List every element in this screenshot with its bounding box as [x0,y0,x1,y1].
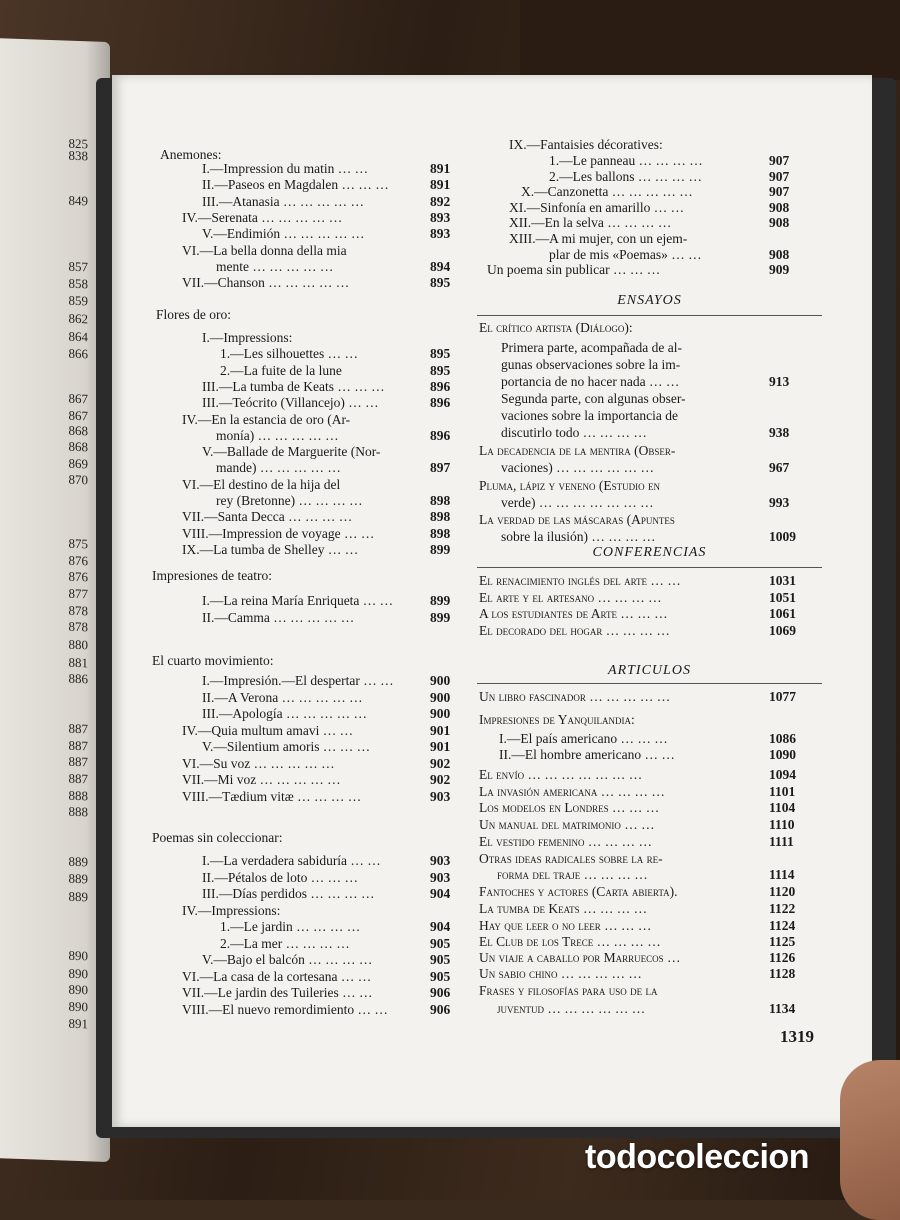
toc-page-number: 898 [430,509,451,525]
toc-entry-title: III.—Días perdidos … … … … [202,886,375,901]
toc-entry [479,934,661,949]
toc-page-number: 1086 [769,731,796,746]
left-page-number: 866 [68,345,88,362]
left-page-number: 887 [68,720,88,737]
toc-entry [501,495,654,510]
toc-entry [479,689,670,704]
toc-entry-title: Un sabio chino … … … … … [479,966,642,981]
toc-entry [220,936,350,951]
toc-entry-title: sobre la ilusión) … … … … [501,529,656,544]
toc-entry-title: Frases y filosofías para uso de la [479,983,658,998]
toc-page-number: 905 [430,935,451,951]
toc-entry [479,983,657,998]
toc-entry [479,606,668,621]
toc-entry-title: IV.—Impressions: [182,902,281,918]
toc-page-number: 938 [769,425,790,440]
toc-page-number: 993 [769,495,790,510]
section-heading: ENSAYOS [617,293,682,308]
left-page-number: 888 [68,803,88,820]
toc-entry [501,340,682,355]
divider [477,567,822,568]
toc-entry [182,210,342,225]
left-page-number: 825 [68,135,88,152]
toc-entry [549,169,702,184]
toc-entry [182,723,353,738]
toc-entry [202,690,363,705]
toc-entry [202,177,389,192]
toc-entry-title: mande) … … … … … [216,460,341,476]
section-heading: Flores de oro: [156,307,231,322]
toc-page-number: 908 [769,246,790,262]
toc-page-number: 1134 [769,1001,796,1016]
toc-entry [509,215,671,230]
left-page-number: 858 [68,275,88,292]
toc-entry-title: III.—Teócrito (Villancejo) … … [202,395,379,411]
toc-page-number: 1009 [769,529,796,544]
toc-page-number: 1104 [769,800,796,815]
toc-page-number: 901 [430,739,451,754]
left-page-number: 864 [68,328,88,345]
toc-entry [479,573,681,588]
left-page-number: 890 [68,965,88,982]
toc-entry-title: 2.—La mer … … … … [220,935,350,951]
toc-page-number: 907 [769,184,790,200]
toc-entry-title: VI.—La casa de la cortesana … … [182,968,372,984]
toc-page-number: 1114 [769,867,795,882]
toc-entry-title: rey (Bretonne) … … … … [216,493,363,508]
toc-page-number: 903 [430,788,451,804]
toc-entry-title: El crítico artista (Diálogo): [479,320,633,335]
toc-entry-title: Fantoches y actores (Carta abierta). [479,884,678,899]
toc-entry-title: Un manual del matrimonio … … [479,817,655,832]
left-page-number: 849 [68,192,88,209]
toc-entry [182,477,340,492]
toc-entry [220,363,342,378]
toc-entry-title: El envío … … … … … … … [479,767,643,782]
toc-entry [501,374,679,389]
toc-page-number: 908 [769,215,790,231]
left-page-number: 889 [68,870,88,887]
toc-entry-title: X.—Canzonetta … … … … … [521,184,693,200]
toc-entry [479,320,633,335]
toc-entry [216,428,339,443]
toc-page-number: 1126 [769,950,796,965]
toc-entry-title: I.—El país americano … … … [499,731,668,746]
toc-page-number: 913 [769,374,790,389]
toc-entry-title: mente … … … … … [216,258,334,274]
toc-entry-title: IX.—La tumba de Shelley … … [182,541,359,557]
toc-entry [182,1002,388,1017]
toc-entry [202,673,394,688]
toc-entry-title: IV.—Serenata … … … … … [182,209,343,225]
toc-entry-title: monía) … … … … … [216,427,339,443]
toc-page-number: 905 [430,968,451,984]
toc-page-number: 1110 [769,817,795,832]
toc-entry [479,901,647,916]
toc-entry [479,623,670,638]
toc-entry-title: El Club de los Trece … … … … [479,934,661,949]
toc-entry [202,161,368,176]
toc-entry-title: El renacimiento inglés del arte … … [479,573,681,588]
toc-page-number: 1090 [769,747,796,762]
toc-page-number: 1125 [769,934,796,949]
toc-entry [501,425,647,440]
toc-entry-title: V.—Endimión … … … … … [202,226,365,242]
toc-page-number: 904 [430,919,451,934]
left-page-number: 881 [68,654,88,671]
toc-entry-title: II.—Paseos en Magdalen … … … [202,177,389,193]
toc-entry [202,739,370,754]
toc-page-number: 902 [430,755,451,771]
toc-entry-title: VIII.—Tædium vitæ … … … … [182,788,362,804]
toc-entry [501,460,654,475]
toc-entry-title: Un poema sin publicar … … … [487,262,661,278]
toc-entry [479,817,655,832]
toc-entry-title: II.—El hombre americano … … [499,747,675,762]
toc-entry-title: 2.—Les ballons … … … … [549,168,702,184]
toc-entry-title: V.—Silentium amoris … … … [202,739,371,754]
toc-entry [479,800,659,815]
toc-entry-title: discutirlo todo … … … … [501,425,647,440]
toc-page-number: 893 [430,226,451,242]
toc-entry [521,184,693,199]
toc-page-number: 894 [430,258,451,274]
left-page-number: 868 [68,438,88,455]
left-page-number: 877 [68,585,88,602]
toc-page-number: 1122 [769,901,796,916]
toc-entry [202,379,385,394]
toc-entry-title: I.—La reina María Enriqueta … … [202,593,394,608]
toc-entry [479,918,651,933]
toc-entry [182,509,352,524]
toc-entry-title: verde) … … … … … … … [501,495,654,510]
toc-page-number: 909 [769,262,790,278]
toc-entry-title: VII.—Le jardin des Tuileries … … [182,985,373,1000]
section-heading: ARTICULOS [608,663,691,678]
toc-entry-title: IV.—En la estancia de oro (Ar- [182,411,351,427]
toc-entry [501,529,656,544]
toc-entry-title: I.—Impression du matin … … [202,161,369,176]
toc-entry [202,706,367,721]
toc-entry [549,153,703,168]
toc-entry-title: V.—Ballade de Marguerite (Nor- [202,444,381,460]
toc-page-number: 903 [430,853,451,868]
page-number: 1319 [780,1027,814,1046]
toc-entry [202,226,365,241]
toc-entry-title: VIII.—Impression de voyage … … [182,525,375,541]
toc-entry-title: II.—A Verona … … … … … [202,689,363,705]
toc-entry-title: La tumba de Keats … … … … [479,901,648,916]
left-page-number: 869 [68,455,88,472]
toc-page-number: 899 [430,610,451,625]
toc-page-number: 908 [769,199,790,215]
toc-entry [202,194,364,209]
left-page-number: 890 [68,981,88,998]
left-page-number: 868 [68,422,88,439]
toc-entry-title: vaciones sobre la importancia de [501,408,678,423]
toc-page-number: 897 [430,460,451,476]
toc-entry [182,756,335,771]
background-shelf [520,0,900,80]
left-page-number: 867 [68,407,88,424]
left-page-number: 867 [68,390,88,407]
left-page-number: 875 [68,535,88,552]
left-page-number: 890 [68,998,88,1015]
toc-page-number: 903 [430,869,451,885]
toc-entry-title: Hay que leer o no leer … … … [479,918,652,933]
toc-entry-title: III.—Apología … … … … … [202,706,367,721]
toc-page-number: 1094 [769,767,796,782]
toc-entry [202,870,358,885]
toc-entry [497,867,648,882]
divider [477,683,822,684]
toc-entry [202,444,380,459]
left-page-number: 838 [68,147,88,164]
toc-entry-title: forma del traje … … … … [497,867,648,882]
toc-entry [497,1001,645,1016]
section-heading: Poemas sin coleccionar: [152,830,283,845]
toc-entry [509,231,687,246]
section-heading: Impresiones de teatro: [152,568,272,583]
toc-entry [479,512,675,527]
toc-entry-title: I.—La verdadera sabiduría … … [202,853,381,868]
toc-entry [220,346,358,361]
toc-page-number: 1077 [769,689,796,704]
toc-page-number: 901 [430,722,451,738]
toc-entry-title: Primera parte, acompañada de al- [501,340,683,355]
left-page-number: 870 [68,471,88,488]
toc-entry-title: Un viaje a caballo por Marruecos … [479,950,681,965]
toc-entry-title: Segunda parte, con algunas obser- [501,391,686,406]
toc-page-number: 893 [430,209,451,225]
toc-entry [501,391,686,406]
toc-page-number: 1124 [769,918,796,933]
toc-entry [479,834,652,849]
toc-page-number: 1031 [769,573,796,588]
toc-entry-title: I.—Impressions: [202,330,293,345]
toc-entry [202,952,372,967]
toc-entry [182,526,374,541]
section-heading: CONFERENCIAS [592,545,707,560]
toc-entry-title: III.—La tumba de Keats … … … [202,378,385,394]
toc-page-number: 1051 [769,589,796,605]
toc-page-number: 1128 [769,966,796,981]
toc-entry-title: VII.—Chanson … … … … … [182,275,350,291]
toc-page-number: 1101 [769,784,796,799]
toc-entry [202,886,374,901]
toc-entry [220,919,360,934]
toc-page-number: 895 [430,362,451,378]
toc-page-number: 898 [430,493,451,508]
toc-entry-title: V.—Bajo el balcón … … … … [202,952,373,967]
toc-entry-title: La decadencia de la mentira (Obser- [479,443,676,458]
toc-entry [182,772,341,787]
toc-entry [479,590,662,605]
toc-page-number: 891 [430,177,451,193]
toc-entry-title: A los estudiantes de Arte … … … [479,606,668,621]
toc-entry-title: plar de mis «Poemas» … … [549,246,702,262]
toc-entry [479,443,675,458]
toc-entry-title: portancia de no hacer nada … … [501,374,680,389]
toc-page-number: 899 [430,593,451,608]
toc-entry-title: XII.—En la selva … … … … [509,215,672,231]
toc-entry-title: VII.—Santa Decca … … … … [182,509,353,525]
toc-page-number: 906 [430,985,451,1000]
section-heading: Anemones: [160,147,222,162]
toc-entry [549,247,702,262]
toc-entry-title: VI.—El destino de la hija del [182,476,341,492]
toc-entry-title: La invasión americana … … … … [479,784,665,799]
toc-page-number: 905 [430,952,451,967]
toc-page-number: 900 [430,673,451,688]
section-heading: IX.—Fantaisies décoratives: [509,137,663,152]
left-page-number: 862 [68,310,88,327]
toc-page-number: 902 [430,772,451,787]
toc-entry [216,493,363,508]
toc-entry-title: El decorado del hogar … … … … [479,622,670,638]
left-page-number: 859 [68,292,88,309]
toc-page-number: 895 [430,346,451,362]
watermark-logo: todocoleccion [585,1138,809,1176]
toc-entry-title: gunas observaciones sobre la im- [501,357,681,372]
left-page-number: 876 [68,552,88,569]
toc-entry-title: El vestido femenino … … … … [479,834,652,849]
left-page-number: 889 [68,853,88,870]
toc-page-number: 898 [430,525,451,541]
toc-entry-title: VIII.—El nuevo remordimiento … … [182,1001,388,1017]
toc-entry [509,200,684,215]
toc-entry [479,712,635,727]
toc-entry [182,985,372,1000]
left-page-number: 887 [68,753,88,770]
toc-entry-title: 1.—Les silhouettes … … [220,346,358,362]
thumb [840,1060,900,1220]
toc-entry [202,593,393,608]
toc-entry-title: Otras ideas radicales sobre la re- [479,851,663,866]
toc-page-number: 895 [430,275,451,291]
toc-entry-title: Impresiones de Yanquilandia: [479,712,635,727]
toc-entry-title: 1.—Le jardin … … … … [220,919,361,934]
left-page-number: 887 [68,770,88,787]
toc-entry [479,950,681,965]
toc-entry [499,731,668,746]
toc-entry [501,357,680,372]
toc-entry-title: La verdad de las máscaras (Apuntes [479,512,675,527]
toc-page-number: 907 [769,153,790,168]
toc-entry [499,747,675,762]
left-page-number: 886 [68,670,88,687]
toc-entry-title: VI.—Su voz … … … … … [182,755,335,771]
toc-page-number: 1069 [769,622,796,638]
toc-entry [479,966,642,981]
toc-page-number: 896 [430,427,451,443]
toc-page-number: 1120 [769,884,796,899]
left-page-number: 878 [68,618,88,635]
toc-entry-title: 2.—La fuite de la lune [220,362,342,378]
toc-entry [479,784,665,799]
toc-page-number: 899 [430,541,451,557]
toc-entry [202,610,354,625]
toc-page-number: 896 [430,395,451,411]
toc-entry-title: XIII.—A mi mujer, con un ejem- [509,231,688,246]
toc-entry [182,243,347,258]
left-page-number: 878 [68,602,88,619]
toc-entry [182,412,350,427]
toc-page-number: 967 [769,460,790,475]
toc-entry [182,275,349,290]
toc-entry-title: XI.—Sinfonía en amarillo … … [509,199,685,215]
section-heading: El cuarto movimiento: [152,653,274,668]
toc-page-number: 1111 [769,834,794,849]
left-page-number: 880 [68,636,88,653]
toc-entry [479,478,660,493]
toc-page-number: 904 [430,886,451,901]
toc-entry [216,460,341,475]
toc-entry [479,767,642,782]
toc-entry-title: VII.—Mi voz … … … … … [182,772,341,787]
toc-entry-title: juventud … … … … … … [497,1001,646,1016]
divider [477,315,822,316]
toc-entry-title: vaciones) … … … … … … [501,460,654,475]
toc-page-number: 891 [430,161,451,176]
left-facing-page [0,38,110,1162]
toc-entry [479,851,663,866]
toc-page-number: 896 [430,378,451,394]
toc-entry [202,395,379,410]
toc-page-number: 1061 [769,606,796,621]
toc-entry [182,969,371,984]
toc-entry-title: Los modelos en Londres … … … [479,800,660,815]
toc-entry [487,262,660,277]
toc-entry-title: IV.—Quia multum amavi … … [182,722,354,738]
toc-entry [182,789,361,804]
toc-entry-title: II.—Pétalos de loto … … … [202,869,358,885]
toc-entry-title: II.—Camma … … … … … [202,610,355,625]
left-page-number: 857 [68,258,88,275]
toc-entry [182,903,280,918]
toc-entry [182,542,358,557]
toc-entry-title: El arte y el artesano … … … … [479,589,662,605]
left-page-number: 887 [68,737,88,754]
toc-page-number: 906 [430,1001,451,1017]
toc-entry-title: 1.—Le panneau … … … … [549,153,703,168]
toc-entry-title: I.—Impresión.—El despertar … … [202,673,394,688]
toc-page-number: 907 [769,168,790,184]
toc-entry [216,259,333,274]
book-page [112,75,872,1127]
left-page-number: 889 [68,888,88,905]
left-page-number: 888 [68,787,88,804]
toc-entry [202,330,292,345]
left-page-number: 891 [68,1015,88,1032]
toc-entry-title: Pluma, lápiz y veneno (Estudio en [479,478,660,493]
toc-entry-title: III.—Atanasia … … … … … [202,193,364,209]
toc-entry [202,853,381,868]
toc-page-number: 892 [430,193,451,209]
left-page-number: 890 [68,947,88,964]
toc-page-number: 900 [430,706,451,721]
left-page-number: 876 [68,568,88,585]
toc-page-number: 900 [430,689,451,705]
toc-entry-title: Un libro fascinador … … … … … [479,689,671,704]
toc-entry [479,884,678,899]
toc-entry [501,408,678,423]
toc-entry-title: VI.—La bella donna della mia [182,242,347,258]
